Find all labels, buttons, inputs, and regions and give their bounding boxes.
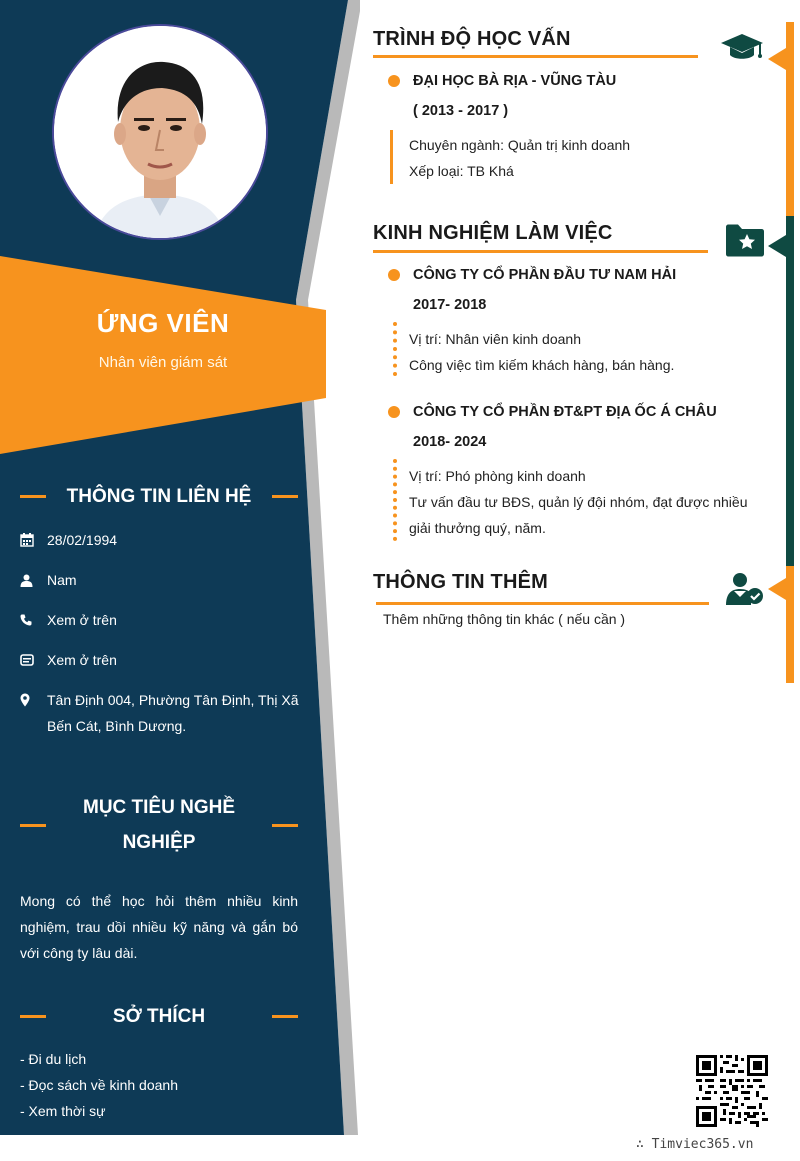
hobby-item: - Đi du lịch [20,1051,87,1067]
right-accent-arrow-experience [768,235,786,257]
hobbies-list [20,1046,298,1124]
job-role: Vị trí: Phó phòng kinh doanh [409,468,586,484]
education-major: Chuyên ngành: Quản trị kinh doanh [409,137,631,153]
job-description: Công việc tìm kiếm khách hàng, bán hàng. [409,357,675,373]
education-school: ĐẠI HỌC BÀ RỊA - VŨNG TÀU [413,73,617,89]
job-company: CÔNG TY CỔ PHẦN ĐẦU TƯ NAM HẢI [413,267,677,283]
job-timeline-dots [393,322,397,376]
education-heading-underline [373,55,698,58]
email-icon [20,647,47,673]
profile-photo [52,24,268,240]
job-company: CÔNG TY CỔ PHẦN ĐT&PT ĐỊA ỐC Á CHÂU [413,404,717,420]
address-value: Tân Định 004, Phường Tân Định, Thị Xã Bến Cát, Bình Dương. [47,692,299,734]
contact-heading [20,479,298,514]
job-role: Vị trí: Nhân viên kinh doanh [409,331,581,347]
hobbies-heading [20,999,298,1034]
experience-heading: KINH NGHIỆM LÀM VIỆC [373,222,613,244]
right-accent-arrow-education [768,48,786,70]
heading-dash-right [272,824,298,827]
map-pin-icon [20,687,47,713]
objective-heading-line1: MỤC TIÊU NGHỀ [83,797,235,818]
education-heading: TRÌNH ĐỘ HỌC VẤN [373,28,571,50]
objective-heading-text [46,790,272,860]
candidate-name: ỨNG VIÊN [96,308,230,338]
right-accent-bar-education [786,22,794,216]
email-value: Xem ở trên [47,652,117,668]
objective-heading-line2: NGHIỆP [122,832,196,853]
objective-text: Mong có thể học hỏi thêm nhiều kinh nghiệm, trau dồi nhiều kỹ năng và gắn bó với công ty lâu dài. [20,893,298,961]
gender-value: Nam [47,572,77,588]
education-grade: Xếp loại: TB Khá [409,163,514,179]
job-timeline-dots [393,459,397,541]
watermark: ∴ Timviec365.vn [636,1137,754,1152]
birthday-value: 28/02/1994 [47,532,118,548]
job-bullet [388,269,400,281]
contact-heading-text: THÔNG TIN LIÊN HỆ [66,486,252,507]
extra-text: Thêm những thông tin khác ( nếu cần ) [383,611,626,627]
heading-dash-left [20,824,46,827]
user-check-icon [725,572,765,606]
job-description-cont: giải thưởng quý, năm. [409,520,546,536]
extra-heading-underline [376,602,709,605]
right-accent-bar-extra [786,566,794,683]
extra-heading: THÔNG TIN THÊM [373,571,549,593]
contact-gender [20,567,300,593]
heading-dash-right [272,1015,298,1018]
right-accent-bar-experience [786,216,794,566]
objective-heading [20,790,298,860]
job-description: Tư vấn đầu tư BĐS, quản lý đội nhóm, đạt được nhiều [409,494,748,510]
heading-dash-left [20,1015,46,1018]
hobby-item: - Đọc sách về kinh doanh [20,1077,178,1093]
education-bullet [388,75,400,87]
contact-address [20,687,300,739]
job-period: 2017- 2018 [413,297,487,313]
folder-star-icon [725,223,765,257]
graduation-cap-icon [720,32,764,62]
calendar-icon [20,527,47,553]
job-bullet [388,406,400,418]
contact-birthday [20,527,300,553]
user-icon [20,567,47,593]
phone-value: Xem ở trên [47,612,117,628]
contact-phone [20,607,300,633]
heading-dash-left [20,495,46,498]
job-period: 2018- 2024 [413,434,487,450]
qr-code-icon [696,1055,768,1127]
phone-icon [20,607,47,633]
hobbies-heading-text: SỞ THÍCH [112,1006,206,1027]
candidate-position: Nhân viên giám sát [98,354,228,371]
education-period: ( 2013 - 2017 ) [413,103,509,119]
contact-email [20,647,300,673]
hobby-item: - Xem thời sự [20,1103,106,1119]
experience-heading-underline [373,250,708,253]
heading-dash-right [272,495,298,498]
right-accent-arrow-extra [768,578,786,600]
education-timeline-line [390,130,393,184]
